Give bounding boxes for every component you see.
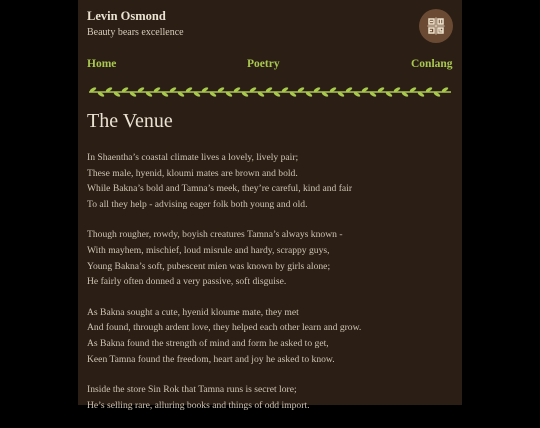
poem-line: Though rougher, rowdy, boyish creatures Tamna’s always known - <box>87 229 343 241</box>
nav-poetry-link[interactable]: Poetry <box>247 58 280 70</box>
square-glyph-logo-icon[interactable] <box>419 9 453 43</box>
poem-line: Inside the store Sin Rok that Tamna runs is secret lore; <box>87 384 297 396</box>
poem-line: He’s selling rare, alluring books and things of odd import. <box>87 399 310 411</box>
leaf-vine-divider <box>87 86 453 98</box>
stanza <box>87 227 455 289</box>
poem-body <box>87 150 455 428</box>
poem-line: With mayhem, mischief, loud misrule and hardy, scrappy guys, <box>87 244 330 256</box>
stanza <box>87 150 455 212</box>
poem-line: These male, hyenid, kloumi mates are brown and bold. <box>87 167 298 179</box>
nav-home-link[interactable]: Home <box>87 58 117 70</box>
site-tagline: Beauty bears excellence <box>87 27 184 38</box>
poem-line: As Bakna sought a cute, hyenid kloume mate, they met <box>87 306 299 318</box>
page-title: The Venue <box>87 110 173 132</box>
poem-line: As Bakna found the strength of mind and form he asked to get, <box>87 337 329 349</box>
site-name[interactable]: Levin Osmond <box>87 9 166 23</box>
poem-line: To all they help - advising eager folk both young and old. <box>87 198 308 210</box>
poem-line: In Shaentha’s coastal climate lives a lovely, lively pair; <box>87 152 299 163</box>
poem-line: He fairly often donned a very passive, soft disguise. <box>87 276 287 288</box>
poem-line: While Bakna’s bold and Tamna’s meek, they’re careful, kind and fair <box>87 183 353 195</box>
stanza <box>87 382 455 413</box>
stanza <box>87 305 455 367</box>
nav-conlang-link[interactable]: Conlang <box>411 58 453 70</box>
poem-line: And found, through ardent love, they helped each other learn and grow. <box>87 322 362 334</box>
poem-line: Young Bakna’s soft, pubescent mien was known by girls alone; <box>87 260 331 272</box>
page <box>78 0 462 411</box>
poem-line: Keen Tamna found the freedom, heart and joy he asked to know. <box>87 353 335 365</box>
